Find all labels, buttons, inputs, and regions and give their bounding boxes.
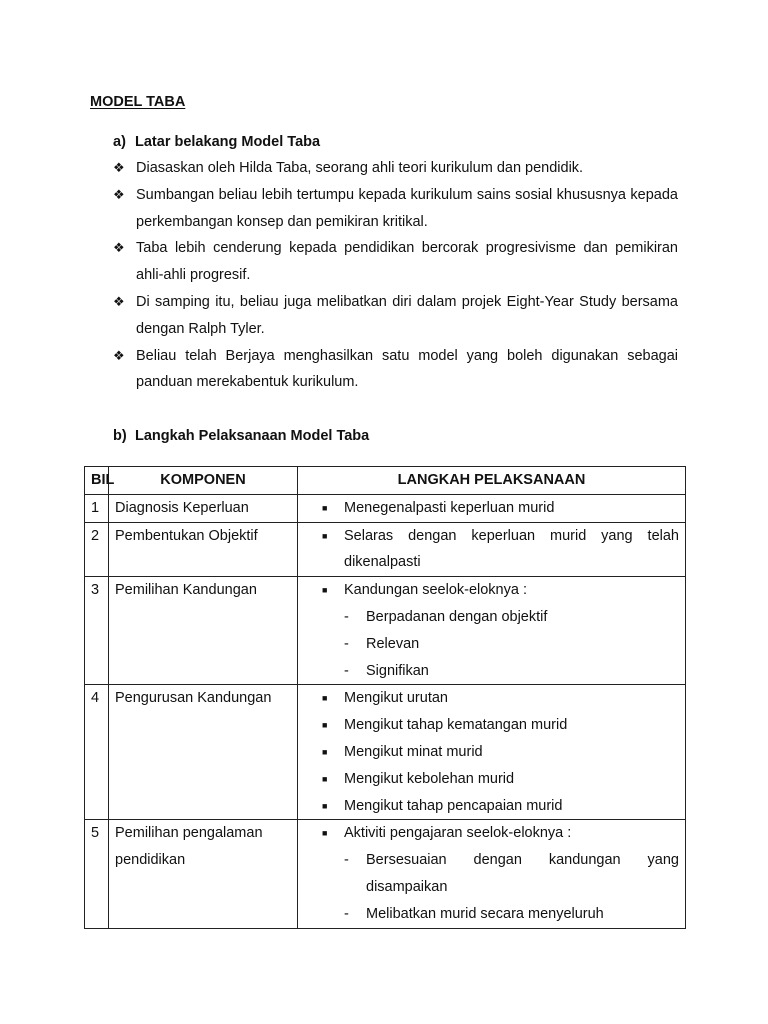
step-text: Mengikut kebolehan murid — [344, 770, 515, 787]
bullet-text: Beliau telah Berjaya menghasilkan satu model yang boleh digunakan sebagai panduan merekabentuk kurikulum. — [136, 347, 678, 391]
square-bullet-icon: ■ — [322, 746, 328, 757]
dash-bullet: - — [344, 662, 349, 679]
diamond-bullet-icon: ❖ — [113, 160, 125, 175]
sub-step-text: Melibatkan murid secara menyeluruh — [366, 905, 604, 922]
section-a-title: Latar belakang Model Taba — [135, 134, 321, 150]
header-komponen: KOMPONEN — [109, 467, 298, 495]
bullet-item — [113, 343, 678, 397]
sub-step-item — [298, 631, 679, 658]
bullet-item — [113, 235, 678, 289]
diamond-bullet-icon: ❖ — [113, 293, 125, 309]
cell-langkah — [298, 685, 686, 820]
dash-bullet: - — [344, 608, 349, 625]
step-text: Mengikut minat murid — [344, 743, 483, 760]
step-text: Selaras dengan keperluan murid yang telah dikenalpasti — [344, 527, 679, 571]
square-bullet-icon: ■ — [322, 800, 328, 811]
cell-komponen: Pengurusan Kandungan — [109, 685, 298, 820]
square-bullet-icon: ■ — [322, 693, 328, 704]
table-row — [85, 522, 686, 577]
cell-bil: 5 — [85, 820, 109, 928]
header-langkah: LANGKAH PELAKSANAAN — [298, 467, 686, 495]
cell-bil: 4 — [85, 685, 109, 820]
section-a-letter: a) — [113, 134, 126, 150]
step-item — [298, 495, 679, 522]
step-text: Mengikut tahap pencapaian murid — [344, 797, 563, 814]
step-text: Kandungan seelok-eloknya : — [344, 582, 527, 599]
step-item — [298, 523, 679, 577]
sub-step-text: Bersesuaian dengan kandungan yang disampaikan — [366, 852, 679, 895]
bullet-text: Sumbangan beliau lebih tertumpu kepada kurikulum sains sosial khususnya kepada perkembangan konsep dan pemikiran kritikal. — [136, 186, 678, 230]
step-text: Menegenalpasti keperluan murid — [344, 499, 555, 516]
table-row — [85, 685, 686, 820]
cell-komponen: Diagnosis Keperluan — [109, 494, 298, 522]
table-header-row — [85, 467, 686, 495]
square-bullet-icon: ■ — [322, 502, 328, 513]
bullet-item — [113, 155, 678, 182]
page-title: MODEL TABA — [90, 94, 186, 110]
square-bullet-icon: ■ — [322, 530, 328, 541]
section-a-heading — [113, 132, 320, 152]
bullet-item — [113, 289, 678, 343]
bullet-text: Taba lebih cenderung kepada pendidikan bercorak progresivisme dan pemikiran ahli-ahli progresif. — [136, 240, 678, 284]
section-b-heading — [113, 426, 369, 446]
sub-step-item — [298, 901, 679, 928]
dash-bullet: - — [344, 852, 349, 869]
cell-langkah — [298, 522, 686, 577]
step-item — [298, 820, 679, 847]
section-b-letter: b) — [113, 428, 127, 444]
background-bullet-list — [113, 155, 678, 396]
step-item — [298, 577, 679, 604]
bullet-text: Di samping itu, beliau juga melibatkan diri dalam projek Eight-Year Study bersama dengan Ralph Tyler. — [136, 293, 678, 337]
diamond-bullet-icon: ❖ — [113, 240, 125, 256]
dash-bullet: - — [344, 635, 349, 652]
step-text: Aktiviti pengajaran seelok-eloknya : — [344, 825, 572, 842]
table-row — [85, 494, 686, 522]
implementation-steps-table — [84, 466, 686, 929]
step-item — [298, 685, 679, 712]
sub-step-item — [298, 604, 679, 631]
section-b-title: Langkah Pelaksanaan Model Taba — [135, 428, 370, 444]
step-item — [298, 793, 679, 820]
cell-bil: 3 — [85, 577, 109, 685]
table-row — [85, 820, 686, 928]
square-bullet-icon: ■ — [322, 828, 328, 839]
dash-bullet: - — [344, 905, 349, 922]
cell-langkah — [298, 494, 686, 522]
square-bullet-icon: ■ — [322, 585, 328, 596]
cell-komponen: Pemilihan Kandungan — [109, 577, 298, 685]
step-item — [298, 739, 679, 766]
sub-step-text: Berpadanan dengan objektif — [366, 608, 548, 625]
header-bil: BIL — [85, 467, 109, 495]
step-item — [298, 712, 679, 739]
step-text: Mengikut tahap kematangan murid — [344, 717, 568, 734]
table-row — [85, 577, 686, 685]
diamond-bullet-icon: ❖ — [113, 186, 125, 202]
square-bullet-icon: ■ — [322, 773, 328, 784]
cell-langkah — [298, 577, 686, 685]
cell-bil: 2 — [85, 522, 109, 577]
bullet-text: Diasaskan oleh Hilda Taba, seorang ahli teori kurikulum dan pendidik. — [136, 160, 584, 176]
step-text: Mengikut urutan — [344, 690, 448, 707]
step-item — [298, 766, 679, 793]
cell-komponen: Pemilihan pengalaman pendidikan — [109, 820, 298, 928]
sub-step-item — [298, 847, 679, 901]
bullet-item — [113, 182, 678, 236]
square-bullet-icon: ■ — [322, 720, 328, 731]
sub-step-text: Relevan — [366, 635, 420, 652]
cell-bil: 1 — [85, 494, 109, 522]
diamond-bullet-icon: ❖ — [113, 347, 125, 363]
sub-step-item — [298, 658, 679, 685]
cell-komponen: Pembentukan Objektif — [109, 522, 298, 577]
cell-langkah — [298, 820, 686, 928]
sub-step-text: Signifikan — [366, 662, 429, 679]
